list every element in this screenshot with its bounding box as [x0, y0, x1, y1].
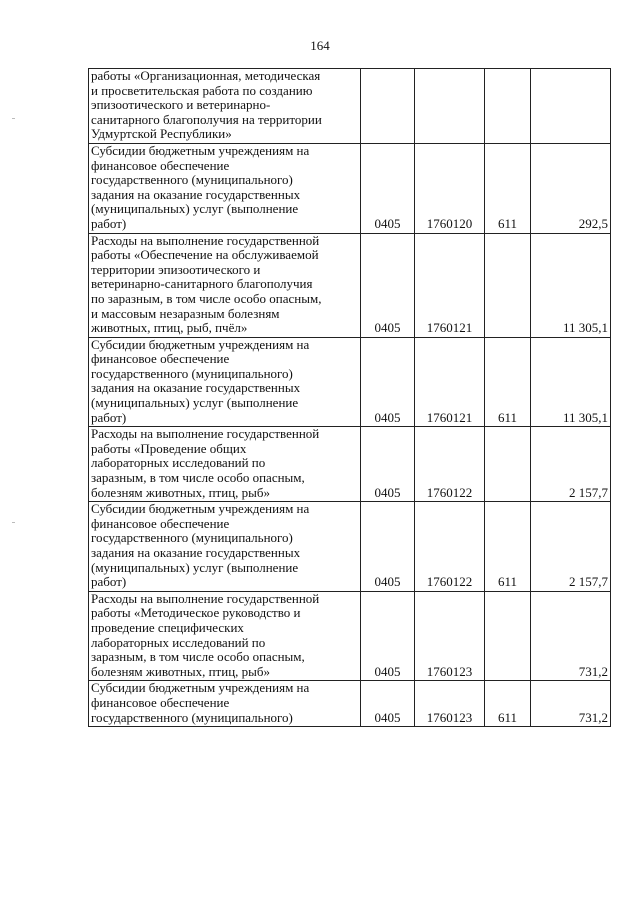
row-description	[89, 502, 361, 592]
description-line: и массовым незаразным болезням	[91, 305, 280, 321]
amount: 731,2	[531, 681, 611, 727]
description-line: государственного (муниципального)	[91, 172, 293, 188]
description-line: работ)	[91, 574, 127, 590]
description-line: государственного (муниципального)	[91, 709, 293, 725]
description-line: ветеринарно-санитарного благополучия	[91, 276, 313, 292]
amount: 11 305,1	[531, 233, 611, 337]
section-code: 0405	[361, 143, 415, 233]
table-row	[89, 502, 611, 592]
target-article-code	[415, 69, 485, 144]
description-line: финансовое обеспечение	[91, 351, 230, 367]
expense-type-code: 611	[485, 337, 531, 427]
row-description	[89, 591, 361, 681]
description-line: Расходы на выполнение государственной	[91, 232, 320, 248]
table-row	[89, 591, 611, 681]
table-row	[89, 233, 611, 337]
budget-table	[88, 68, 611, 727]
table-row	[89, 427, 611, 502]
description-line: животных, птиц, рыб, пчёл»	[91, 320, 248, 336]
amount: 731,2	[531, 591, 611, 681]
row-description	[89, 233, 361, 337]
description-line: проведение специфических	[91, 619, 244, 635]
amount: 2 157,7	[531, 427, 611, 502]
target-article-code: 1760121	[415, 233, 485, 337]
expense-type-code: 611	[485, 502, 531, 592]
target-article-code: 1760122	[415, 427, 485, 502]
description-line: работ)	[91, 409, 127, 425]
description-line: (муниципальных) услуг (выполнение	[91, 395, 299, 411]
page-number: 164	[310, 38, 330, 53]
description-line: государственного (муниципального)	[91, 365, 293, 381]
scan-mark	[12, 522, 15, 523]
description-line: Субсидии бюджетным учреждениям на	[91, 501, 310, 517]
section-code: 0405	[361, 427, 415, 502]
section-code: 0405	[361, 337, 415, 427]
description-line: территории эпизоотического и	[91, 261, 261, 277]
description-line: задания на оказание государственных	[91, 380, 301, 396]
description-line: (муниципальных) услуг (выполнение	[91, 559, 299, 575]
description-line: заразным, в том числе особо опасным,	[91, 470, 305, 486]
row-description	[89, 681, 361, 727]
expense-type-code: 611	[485, 143, 531, 233]
table-row	[89, 337, 611, 427]
description-line: болезням животных, птиц, рыб»	[91, 484, 270, 500]
amount: 292,5	[531, 143, 611, 233]
description-line: Субсидии бюджетным учреждениям на	[91, 680, 310, 696]
row-description	[89, 69, 361, 144]
description-line: работы «Методическое руководство и	[91, 605, 301, 621]
description-line: болезням животных, птиц, рыб»	[91, 663, 270, 679]
description-line: работы «Проведение общих	[91, 440, 247, 456]
table-row	[89, 69, 611, 144]
section-code	[361, 69, 415, 144]
target-article-code: 1760120	[415, 143, 485, 233]
description-line: лабораторных исследований по	[91, 455, 266, 471]
description-line: и просветительская работа по созданию	[91, 82, 313, 98]
section-code: 0405	[361, 502, 415, 592]
description-line: финансовое обеспечение	[91, 694, 230, 710]
description-line: финансовое обеспечение	[91, 157, 230, 173]
expense-type-code: 611	[485, 681, 531, 727]
expense-type-code	[485, 427, 531, 502]
expense-type-code	[485, 233, 531, 337]
description-line: работ)	[91, 215, 127, 231]
description-line: Расходы на выполнение государственной	[91, 426, 320, 442]
section-code: 0405	[361, 681, 415, 727]
row-description	[89, 143, 361, 233]
amount: 11 305,1	[531, 337, 611, 427]
description-line: заразным, в том числе особо опасным,	[91, 649, 305, 665]
table-row	[89, 681, 611, 727]
row-description	[89, 337, 361, 427]
description-line: по заразным, в том числе особо опасным,	[91, 290, 322, 306]
description-line: (муниципальных) услуг (выполнение	[91, 201, 299, 217]
target-article-code: 1760122	[415, 502, 485, 592]
expense-type-code	[485, 591, 531, 681]
description-line: Субсидии бюджетным учреждениям на	[91, 336, 310, 352]
description-line: санитарного благополучия на территории	[91, 111, 322, 127]
description-line: Расходы на выполнение государственной	[91, 590, 320, 606]
table-row	[89, 143, 611, 233]
description-line: лабораторных исследований по	[91, 634, 266, 650]
description-line: работы «Организационная, методическая	[91, 68, 321, 83]
section-code: 0405	[361, 591, 415, 681]
target-article-code: 1760121	[415, 337, 485, 427]
row-description	[89, 427, 361, 502]
description-line: задания на оказание государственных	[91, 186, 301, 202]
target-article-code: 1760123	[415, 591, 485, 681]
scan-mark	[12, 118, 15, 119]
target-article-code: 1760123	[415, 681, 485, 727]
description-line: финансовое обеспечение	[91, 515, 230, 531]
description-line: Удмуртской Республики»	[91, 126, 232, 142]
expense-type-code	[485, 69, 531, 144]
section-code: 0405	[361, 233, 415, 337]
amount	[531, 69, 611, 144]
description-line: государственного (муниципального)	[91, 530, 293, 546]
description-line: эпизоотического и ветеринарно-	[91, 97, 271, 113]
description-line: Субсидии бюджетным учреждениям на	[91, 142, 310, 158]
budget-table-body	[89, 69, 611, 727]
amount: 2 157,7	[531, 502, 611, 592]
description-line: задания на оказание государственных	[91, 545, 301, 560]
description-line: работы «Обеспечение на обслуживаемой	[91, 247, 319, 263]
